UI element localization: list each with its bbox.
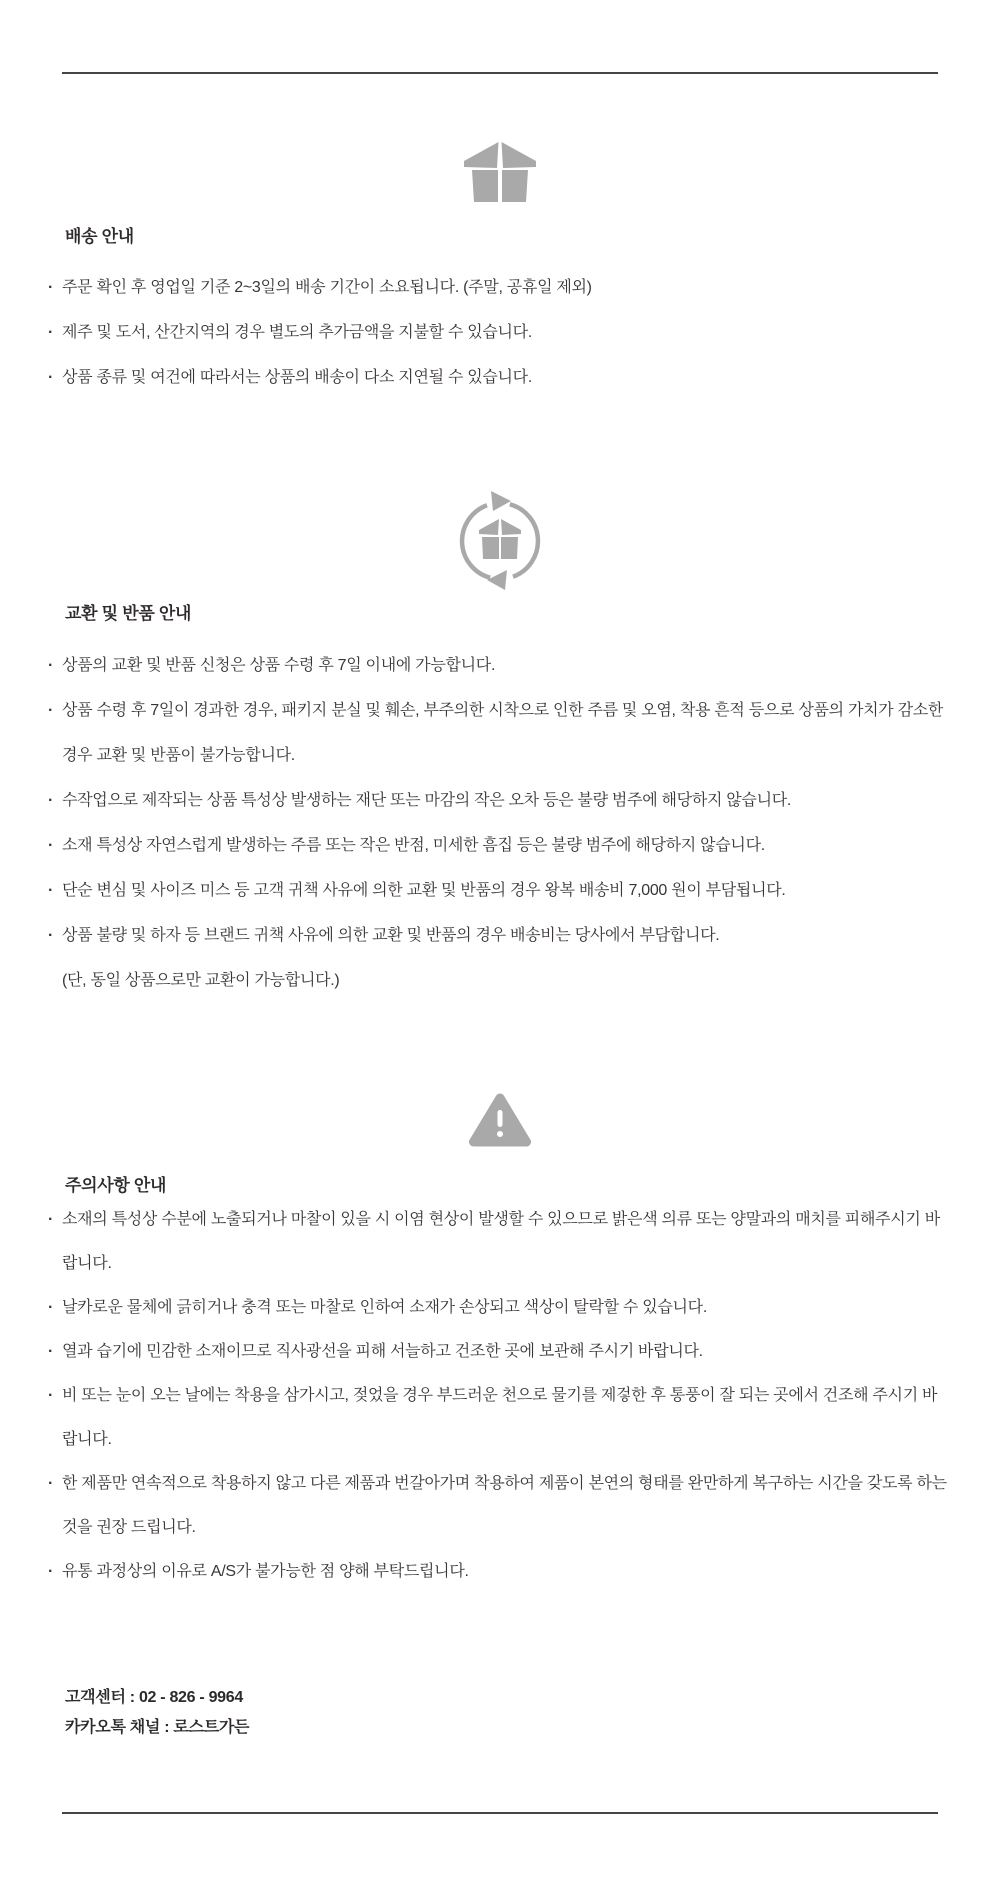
caution-section-title: 주의사항 안내 [65, 1176, 167, 1195]
list-item: · 단순 변심 및 사이즈 미스 등 고객 귀책 사유에 의한 교환 및 반품의 경우 왕복 배송비 7,000 원이 부담됩니다. [62, 868, 952, 913]
shipping-section-title: 배송 안내 [65, 227, 134, 246]
list-item: · 열과 습기에 민감한 소재이므로 직사광선을 피해 서늘하고 건조한 곳에 보관해 주시기 바랍니다. [62, 1330, 952, 1374]
exchange-notes-list [48, 643, 952, 1003]
list-item: · 소재 특성상 자연스럽게 발생하는 주름 또는 작은 반점, 미세한 흠집 등은 불량 범주에 해당하지 않습니다. [62, 823, 952, 868]
shipping-box-icon [462, 141, 538, 203]
list-item: · 소재의 특성상 수분에 노출되거나 마찰이 있을 시 이염 현상이 발생할 수 있으므로 밝은색 의류 또는 양말과의 매치를 피해주시기 바랍니다. [62, 1198, 952, 1286]
list-item: · 수작업으로 제작되는 상품 특성상 발생하는 재단 또는 마감의 작은 오차 등은 불량 범주에 해당하지 않습니다. [62, 778, 952, 823]
list-item: · 비 또는 눈이 오는 날에는 착용을 삼가시고, 젖었을 경우 부드러운 천으로 물기를 제겋한 후 통풍이 잘 되는 곳에서 건조해 주시기 바랍니다. [62, 1374, 952, 1462]
list-item: · 한 제품만 연속적으로 착용하지 않고 다른 제품과 번갈아가며 착용하여 제품이 본연의 형태를 완만하게 복구하는 시간을 갖도록 하는 것을 권장 드립니다. [62, 1462, 952, 1550]
bottom-divider [62, 1812, 938, 1814]
list-item: · 상품 불량 및 하자 등 브랜드 귀책 사유에 의한 교환 및 반품의 경우 배송비는 당사에서 부담합니다. [62, 913, 952, 958]
caution-notes-list [48, 1198, 952, 1594]
list-item: · 상품 수령 후 7일이 경과한 경우, 패키지 분실 및 훼손, 부주의한 시착으로 인한 주름 및 오염, 착용 흔적 등으로 상품의 가치가 감소한 경우 교환 및 반품이 불가능합니다. [62, 688, 952, 778]
top-divider [62, 72, 938, 74]
exchange-section-title: 교환 및 반품 안내 [65, 604, 192, 623]
exchange-return-icon [455, 489, 545, 592]
list-item: · 제주 및 도서, 산간지역의 경우 별도의 추가금액을 지불할 수 있습니다. [62, 310, 952, 355]
list-item: · 날카로운 물체에 긁히거나 충격 또는 마찰로 인하여 소재가 손상되고 색상이 탈락할 수 있습니다. [62, 1286, 952, 1330]
kakao-channel-line: 카카오톡 채널 : 로스트가든 [65, 1719, 250, 1736]
list-item: · 유통 과정상의 이유로 A/S가 불가능한 점 양해 부탁드립니다. [62, 1550, 952, 1594]
shipping-notes-list [48, 265, 952, 400]
contact-info [65, 1683, 249, 1743]
customer-center-line: 고객센터 : 02 - 826 - 9964 [65, 1689, 243, 1706]
list-item: · 주문 확인 후 영업일 기준 2~3일의 배송 기간이 소요됩니다. (주말, 공휴일 제외) [62, 265, 952, 310]
list-item: · 상품 종류 및 여건에 따라서는 상품의 배송이 다소 지연될 수 있습니다. [62, 355, 952, 400]
list-item: · 상품의 교환 및 반품 신청은 상품 수령 후 7일 이내에 가능합니다. [62, 643, 952, 688]
warning-triangle-icon [468, 1091, 532, 1149]
exchange-note: (단, 동일 상품으로만 교환이 가능합니다.) [62, 972, 340, 989]
